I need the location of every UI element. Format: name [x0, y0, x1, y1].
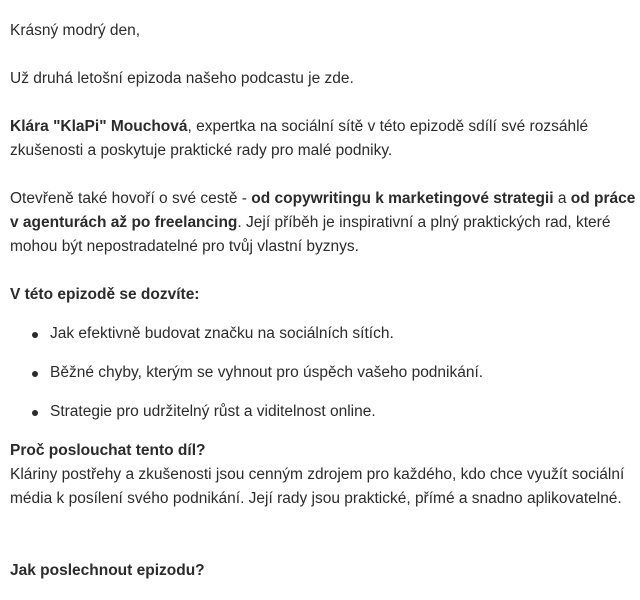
list-item [50, 361, 638, 385]
learn-heading: V této epizodě se dozvíte: [10, 286, 200, 303]
journey-bold-2: od práce v agenturách až po freelancing [10, 190, 636, 231]
journey-text-1: Otevřeně také hovoří o své cestě - [10, 190, 252, 207]
list-item [50, 322, 638, 346]
list-item [50, 400, 638, 424]
list-item-text: Strategie pro udržitelný růst a viditelnost online. [50, 403, 376, 420]
list-item-text: Běžné chyby, kterým se vyhnout pro úspěch vašeho podnikání. [50, 364, 484, 381]
learn-list [10, 322, 638, 424]
how-heading: Jak poslechnout epizodu? [10, 562, 205, 579]
journey-text-2: a [553, 190, 571, 207]
why-paragraph: Kláriny postřehy a zkušenosti jsou cenným zdrojem pro každého, kdo chce využít sociální média k posílení svého podnikání. Její rady jsou praktické, přímé a snadno aplikovatelné. [10, 466, 625, 507]
journey-paragraph [10, 187, 638, 259]
journey-bold-1: od copywritingu k marketingové strategii [251, 190, 554, 207]
intro-paragraph: Už druhá letošní epizoda našeho podcastu je zde. [10, 70, 354, 87]
expert-name: Klára "KlaPi" Mouchová [10, 118, 188, 135]
greeting: Krásný modrý den, [10, 22, 141, 39]
list-item-text: Jak efektivně budovat značku na sociálních sítích. [50, 325, 394, 342]
expert-description: , expertka na sociální sítě v této epizodě sdílí své rozsáhlé zkušenosti a poskytuje praktické rady pro malé podniky. [10, 118, 589, 159]
why-heading: Proč poslouchat tento díl? [10, 442, 206, 459]
bullet-icon [32, 332, 38, 338]
bullet-icon [32, 371, 38, 377]
bullet-icon [32, 410, 38, 416]
journey-text-3: . Její příběh je inspirativní a plný praktických rad, které mohou být nepostradatelné pro tvůj vlastní byznys. [10, 214, 611, 255]
expert-paragraph [10, 115, 638, 163]
